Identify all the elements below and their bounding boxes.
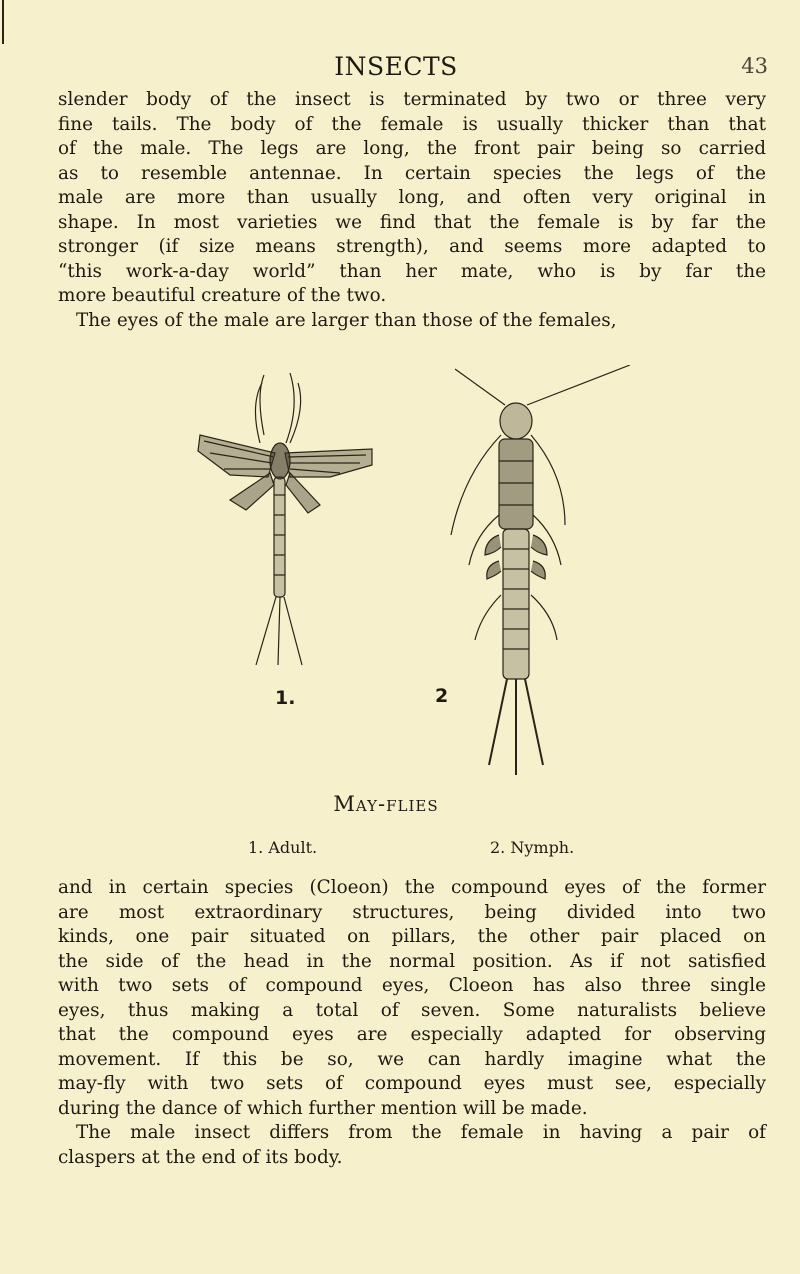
paragraph-bottom <box>58 876 766 1170</box>
page-number: 43 <box>741 54 768 78</box>
text-line: shape. In most varieties we find that the female is by far the <box>58 211 766 233</box>
mayfly-figure <box>190 365 650 785</box>
text-line: stronger (if size means strength), and seems more adapted to <box>58 236 766 257</box>
adult-mayfly-illustration <box>190 365 390 685</box>
page-edge-line <box>2 0 4 44</box>
text-line: The male insect differs from the female in having a pair of <box>76 1122 766 1143</box>
text-line: may-fly with two sets of compound eyes must see, especially <box>58 1073 766 1094</box>
text-line: “this work-a-day world” than her mate, who is by far the <box>58 260 766 282</box>
text-line: male are more than usually long, and often very original in <box>58 187 766 208</box>
figure-subcaption-nymph: 2. Nymph. <box>490 838 575 857</box>
text-line: as to resemble antennae. In certain species the legs of the <box>58 162 766 184</box>
figure-caption: May-flies <box>333 792 439 816</box>
text-line: the side of the head in the normal position. As if not satisfied <box>58 950 766 972</box>
paragraph-top <box>58 88 766 333</box>
text-line: and in certain species (Cloeon) the compound eyes of the former <box>58 877 766 898</box>
figure-label-1: 1. <box>275 687 296 709</box>
text-line: movement. If this be so, we can hardly imagine what the <box>58 1048 766 1070</box>
text-line: of the male. The legs are long, the front pair being so carried <box>58 138 766 159</box>
text-line: during the dance of which further mention will be made. <box>58 1097 588 1119</box>
text-line: fine tails. The body of the female is usually thicker than that <box>58 113 766 135</box>
running-title: INSECTS <box>334 52 458 81</box>
nymph-mayfly-illustration <box>415 365 645 785</box>
text-line: with two sets of compound eyes, Cloeon has also three single <box>58 975 766 996</box>
text-line: The eyes of the male are larger than those of the females, <box>76 309 617 331</box>
text-line: that the compound eyes are especially adapted for observing <box>58 1024 766 1045</box>
text-line: eyes, thus making a total of seven. Some naturalists believe <box>58 999 766 1021</box>
text-line: more beautiful creature of the two. <box>58 285 387 306</box>
figure-label-2: 2 <box>435 685 449 707</box>
page-header <box>0 52 800 86</box>
text-line: slender body of the insect is terminated by two or three very <box>58 89 766 110</box>
text-line: are most extraordinary structures, being divided into two <box>58 901 766 923</box>
text-line: claspers at the end of its body. <box>58 1146 343 1168</box>
figure-subcaption-adult: 1. Adult. <box>248 838 318 857</box>
text-line: kinds, one pair situated on pillars, the other pair placed on <box>58 926 766 947</box>
